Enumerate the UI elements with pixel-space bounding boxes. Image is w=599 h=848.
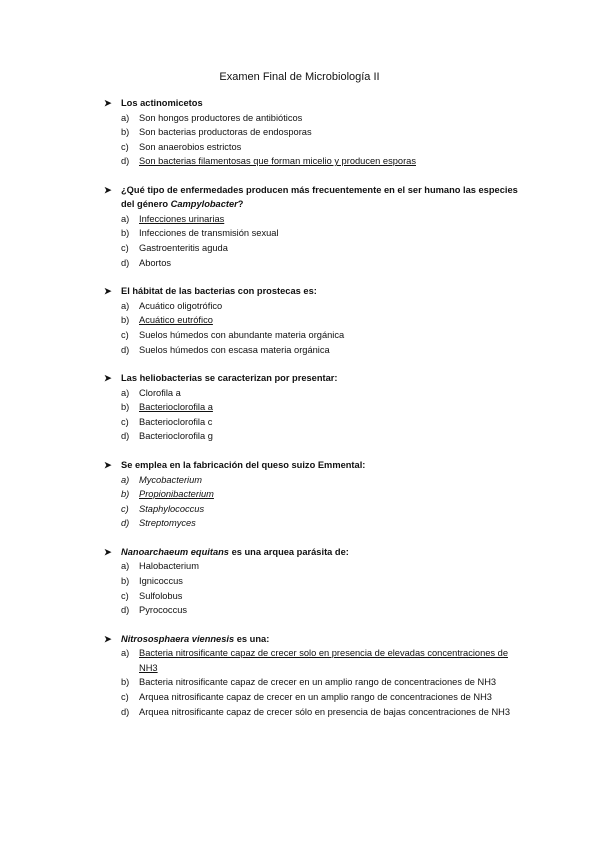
option-text: Son hongos productores de antibióticos: [139, 112, 303, 123]
question-text-part: Campylobacter: [170, 199, 238, 210]
answer-option: [104, 675, 524, 690]
option-text: Staphylococcus: [139, 503, 205, 514]
option-text: Propionibacterium: [139, 489, 214, 500]
page-title: Examen Final de Microbiología II: [219, 71, 380, 83]
arrow-bullet-icon: ➤: [104, 546, 112, 557]
option-letter: a): [121, 648, 130, 659]
question-text: [104, 545, 524, 560]
answer-option: [104, 487, 524, 502]
option-text: Son bacterias productoras de endosporas: [139, 127, 312, 138]
option-text: Suelos húmedos con escasa materia orgánica: [139, 344, 330, 355]
option-letter: c): [121, 329, 129, 340]
answer-option: [104, 111, 524, 126]
answer-option: [104, 386, 524, 401]
option-text: Bacterioclorofila a: [139, 402, 213, 413]
option-text: Bacterioclorofila c: [139, 416, 213, 427]
arrow-bullet-icon: ➤: [104, 633, 112, 644]
option-text: Gastroenteritis aguda: [139, 243, 228, 254]
question-block: [104, 96, 524, 169]
answer-option: [104, 516, 524, 531]
option-list: [104, 559, 524, 617]
option-text: Arquea nitrosificante capaz de crecer sólo en presencia de bajas concentraciones de NH3: [139, 706, 511, 717]
answer-option: [104, 299, 524, 314]
option-letter: c): [121, 141, 129, 152]
question-text-part: ¿Qué tipo de enfermedades producen más frecuentemente en el ser humano las especies del género: [121, 184, 518, 210]
question-text-part: Las heliobacterias se caracterizan por presentar:: [121, 373, 338, 384]
question-text: [104, 284, 524, 299]
answer-option: [104, 589, 524, 604]
option-text: Son anaerobios estrictos: [139, 141, 242, 152]
option-text: Sulfolobus: [139, 590, 183, 601]
option-letter: c): [121, 416, 129, 427]
option-letter: b): [121, 402, 130, 413]
option-list: [104, 212, 524, 270]
option-letter: a): [121, 474, 130, 485]
question-block: [104, 458, 524, 531]
option-letter: a): [121, 213, 130, 224]
option-letter: d): [121, 518, 130, 529]
answer-option: [104, 690, 524, 705]
question-text: [104, 458, 524, 473]
option-list: [104, 646, 524, 719]
arrow-bullet-icon: ➤: [104, 286, 112, 297]
option-letter: a): [121, 387, 130, 398]
answer-option: [104, 125, 524, 140]
option-list: [104, 473, 524, 531]
answer-option: [104, 559, 524, 574]
question-text: [104, 371, 524, 386]
option-text: Bacteria nitrosificante capaz de crecer en un amplio rango de concentraciones de NH3: [139, 677, 497, 688]
question-text: [104, 183, 524, 212]
question-block: [104, 545, 524, 618]
answer-option: [104, 502, 524, 517]
question-text-part: El hábitat de las bacterias con prostecas es:: [121, 286, 317, 297]
option-letter: b): [121, 489, 130, 500]
option-letter: a): [121, 112, 130, 123]
answer-option: [104, 154, 524, 169]
question-block: [104, 284, 524, 357]
answer-option: [104, 705, 524, 720]
option-text: Bacterioclorofila g: [139, 431, 213, 442]
option-text: Suelos húmedos con abundante materia orgánica: [139, 329, 345, 340]
option-letter: c): [121, 503, 129, 514]
option-letter: c): [121, 243, 129, 254]
option-text: Mycobacterium: [139, 474, 203, 485]
question-block: [104, 183, 524, 270]
option-text: Bacteria nitrosificante capaz de crecer solo en presencia de elevadas concentraciones de NH3: [139, 648, 508, 673]
option-letter: a): [121, 300, 130, 311]
question-text-part: Los actinomicetos: [121, 98, 203, 108]
option-letter: a): [121, 561, 130, 572]
question-block: [104, 371, 524, 444]
option-letter: d): [121, 156, 130, 167]
question-text: [104, 96, 524, 111]
option-letter: b): [121, 677, 130, 688]
question-text-part: es una arquea parásita de:: [228, 546, 349, 557]
option-letter: c): [121, 590, 129, 601]
arrow-bullet-icon: ➤: [104, 460, 112, 470]
option-letter: b): [121, 575, 130, 586]
option-text: Clorofila a: [139, 387, 181, 398]
option-text: Arquea nitrosificante capaz de crecer en un amplio rango de concentraciones de NH3: [139, 692, 492, 703]
option-letter: b): [121, 127, 130, 138]
answer-option: [104, 400, 524, 415]
option-text: Infecciones urinarias: [139, 213, 225, 224]
arrow-bullet-icon: ➤: [104, 373, 112, 384]
answer-option: [104, 313, 524, 328]
option-text: Son bacterias filamentosas que forman micelio y producen esporas: [139, 156, 416, 167]
option-text: Acuático eutrófico: [139, 315, 213, 326]
arrow-bullet-icon: ➤: [104, 98, 112, 108]
option-letter: d): [121, 257, 130, 268]
answer-option: [104, 646, 524, 675]
question-text: [104, 632, 524, 647]
option-text: Abortos: [139, 257, 172, 268]
option-text: Streptomyces: [139, 518, 196, 529]
option-text: Acuático oligotrófico: [139, 300, 223, 311]
question-text-part: ?: [237, 199, 244, 210]
question-text-part: Nanoarchaeum equitans: [121, 546, 229, 557]
option-letter: b): [121, 315, 130, 326]
answer-option: [104, 574, 524, 589]
option-letter: d): [121, 344, 130, 355]
answer-option: [104, 256, 524, 271]
option-list: [104, 299, 524, 357]
answer-option: [104, 603, 524, 618]
option-text: Halobacterium: [139, 561, 199, 572]
option-list: [104, 111, 524, 169]
option-letter: d): [121, 706, 130, 717]
answer-option: [104, 415, 524, 430]
answer-option: [104, 328, 524, 343]
answer-option: [104, 343, 524, 358]
answer-option: [104, 140, 524, 155]
arrow-bullet-icon: ➤: [104, 184, 112, 195]
question-text-part: es una:: [234, 633, 270, 644]
option-text: Infecciones de transmisión sexual: [139, 228, 279, 239]
question-text-part: Nitrososphaera viennesis: [121, 633, 235, 644]
answer-option: [104, 429, 524, 444]
option-list: [104, 386, 524, 444]
answer-option: [104, 226, 524, 241]
option-letter: d): [121, 431, 130, 442]
question-block: [104, 632, 524, 719]
question-text-part: Se emplea en la fabricación del queso suizo Emmental:: [121, 460, 366, 470]
option-letter: b): [121, 228, 130, 239]
option-letter: c): [121, 692, 129, 703]
answer-option: [104, 212, 524, 227]
option-text: Pyrococcus: [139, 605, 188, 616]
option-text: Ignicoccus: [139, 575, 183, 586]
answer-option: [104, 241, 524, 256]
option-letter: d): [121, 605, 130, 616]
question-list: [104, 96, 524, 733]
answer-option: [104, 473, 524, 488]
